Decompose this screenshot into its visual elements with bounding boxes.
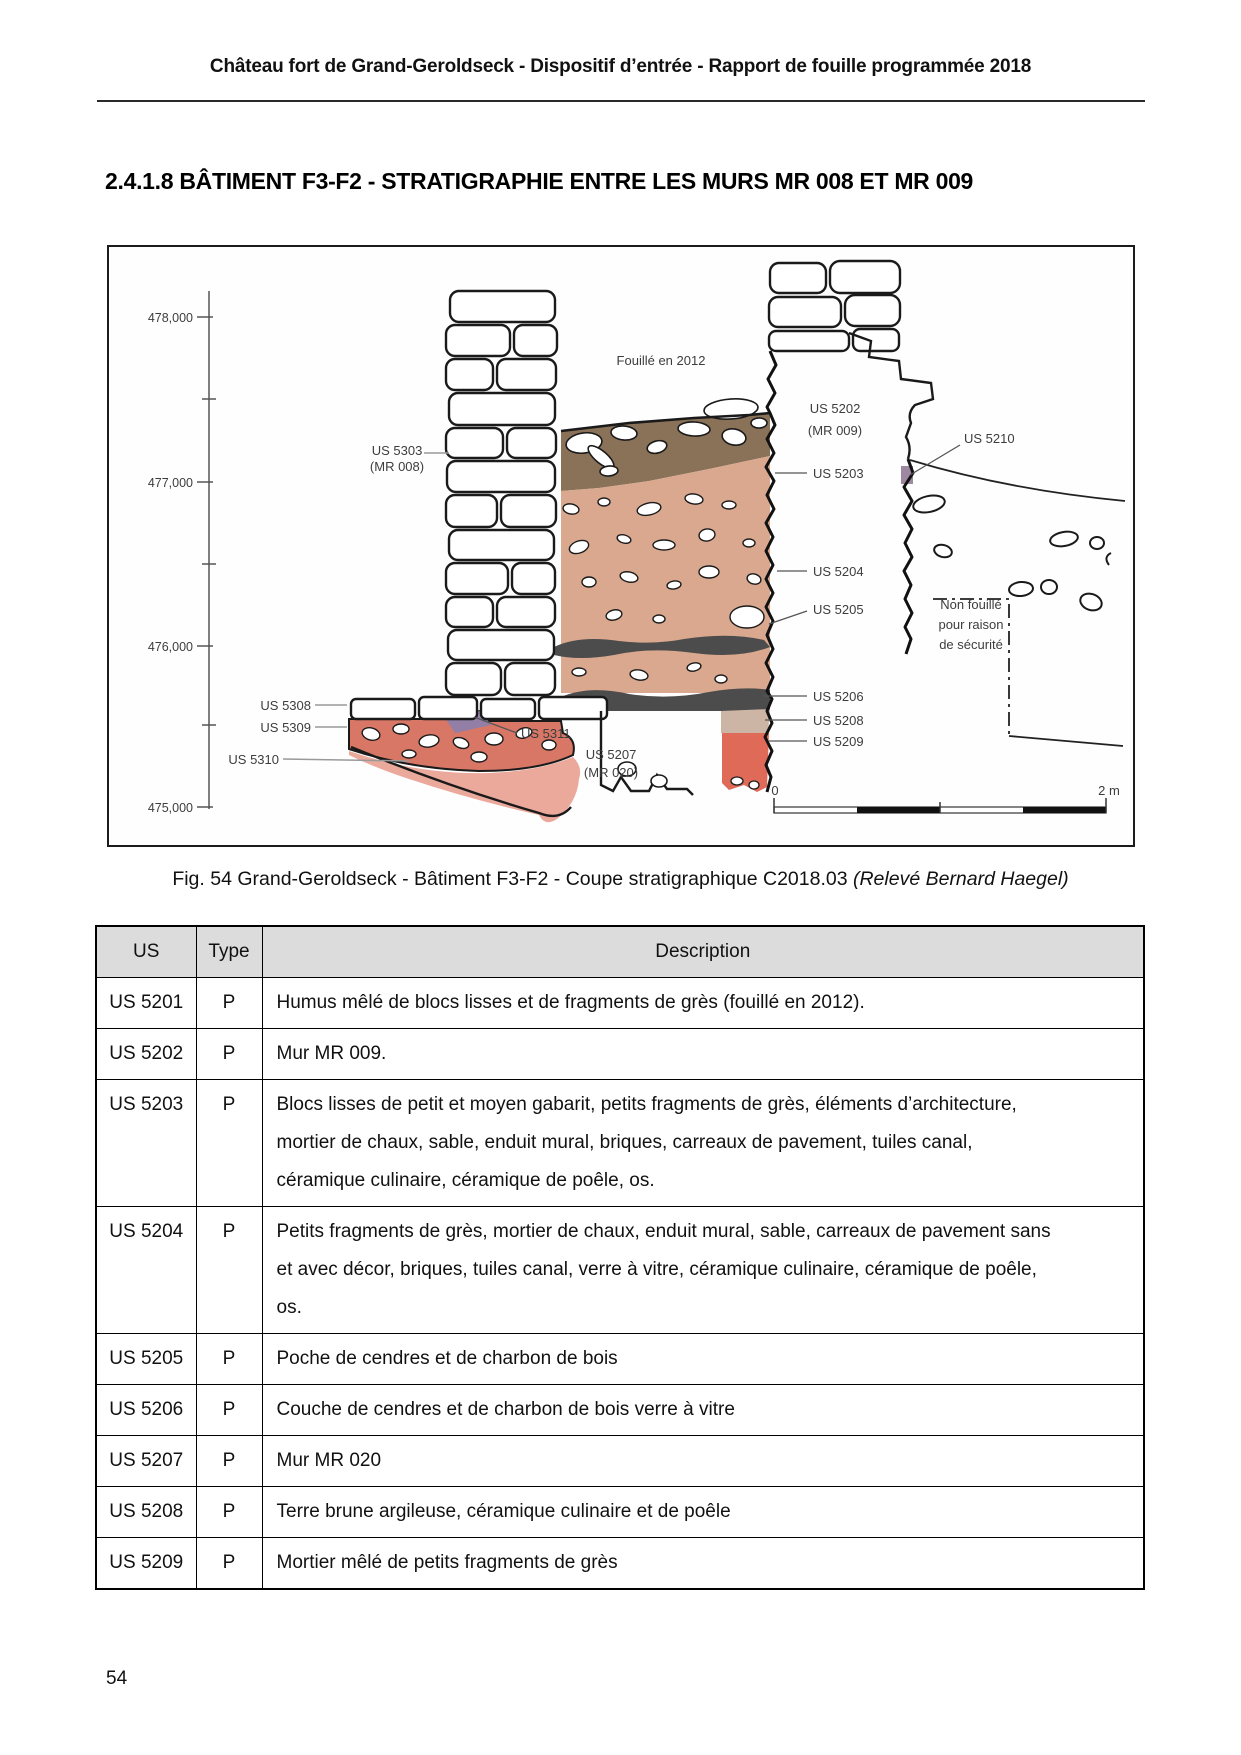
report-header: Château fort de Grand-Geroldseck - Dispositif d’entrée - Rapport de fouille programmée 2018 xyxy=(209,56,1032,77)
svg-text:478,000: 478,000 xyxy=(147,311,193,325)
wall-mr009-east-face-wavy xyxy=(904,459,913,654)
scattered-stones-right xyxy=(912,493,1111,613)
cell-type: P xyxy=(196,978,262,1029)
label-us5310: US 5310 xyxy=(228,752,279,767)
layer-us5208-tan xyxy=(721,709,770,733)
cell-description: Couche de cendres et de charbon de bois verre à vitre xyxy=(262,1385,1144,1436)
page-number: 54 xyxy=(106,1668,128,1689)
stratigraphic-section-drawing xyxy=(109,247,1133,845)
label-us5203: US 5203 xyxy=(813,466,864,481)
table-row xyxy=(96,1334,1144,1385)
label-us5308: US 5308 xyxy=(260,698,311,713)
header-rule xyxy=(97,100,1145,102)
svg-text:476,000: 476,000 xyxy=(147,640,193,654)
svg-text:de sécurité: de sécurité xyxy=(939,637,1003,652)
cell-description: Petits fragments de grès, mortier de chaux, enduit mural, sable, carreaux de pavement sans et avec décor, briques, tuiles canal, verre à vitre, céramique culinaire, céramique de poêle, os. xyxy=(262,1207,1144,1334)
label-us5206: US 5206 xyxy=(813,689,864,704)
cell-us: US 5209 xyxy=(96,1538,196,1590)
cell-description: Terre brune argileuse, céramique culinaire et de poêle xyxy=(262,1487,1144,1538)
label-us5309: US 5309 xyxy=(260,720,311,735)
col-header-description: Description xyxy=(262,926,1144,978)
svg-text:US 5202: US 5202 xyxy=(809,401,861,416)
cell-type: P xyxy=(196,1207,262,1334)
cell-us: US 5202 xyxy=(96,1029,196,1080)
cell-description: Humus mêlé de blocs lisses et de fragments de grès (fouillé en 2012). xyxy=(262,978,1144,1029)
wall-mr009-stones xyxy=(769,261,900,351)
svg-text:2 m: 2 m xyxy=(1098,783,1120,798)
cell-type: P xyxy=(196,1538,262,1590)
label-us5205: US 5205 xyxy=(813,602,864,617)
label-us5202 xyxy=(808,401,862,438)
cell-us: US 5208 xyxy=(96,1487,196,1538)
table-row xyxy=(96,1080,1144,1207)
svg-text:477,000: 477,000 xyxy=(147,476,193,490)
svg-text:(MR 008): (MR 008) xyxy=(369,459,425,474)
cell-type: P xyxy=(196,1385,262,1436)
table-row xyxy=(96,1538,1144,1590)
label-non-fouille xyxy=(938,597,1003,652)
cell-description: Mortier mêlé de petits fragments de grès xyxy=(262,1538,1144,1590)
cell-type: P xyxy=(196,1436,262,1487)
cell-us: US 5203 xyxy=(96,1080,196,1207)
svg-text:Non fouillé: Non fouillé xyxy=(940,597,1002,612)
cell-description: Poche de cendres et de charbon de bois xyxy=(262,1334,1144,1385)
label-us5209: US 5209 xyxy=(813,734,864,749)
label-us5210: US 5210 xyxy=(964,431,1015,446)
label-us5204: US 5204 xyxy=(813,564,864,579)
table-row xyxy=(96,978,1144,1029)
table-header-row xyxy=(96,926,1144,978)
section-heading: 2.4.1.8 BÂTIMENT F3-F2 - STRATIGRAPHIE ENTRE LES MURS MR 008 ET MR 009 xyxy=(105,168,974,194)
table-row xyxy=(96,1029,1144,1080)
cell-us: US 5204 xyxy=(96,1207,196,1334)
table-row xyxy=(96,1487,1144,1538)
svg-text:US 5303: US 5303 xyxy=(371,443,423,458)
table-row xyxy=(96,1385,1144,1436)
layer-us5209-red xyxy=(722,733,769,792)
cell-us: US 5205 xyxy=(96,1334,196,1385)
label-us5208: US 5208 xyxy=(813,713,864,728)
svg-text:pour raison: pour raison xyxy=(938,617,1004,632)
figure-caption-text: Fig. 54 Grand-Geroldseck - Bâtiment F3-F2 - Coupe stratigraphique C2018.03 xyxy=(172,868,848,890)
us-description-table xyxy=(95,925,1145,1590)
figure-caption xyxy=(0,868,1241,891)
svg-text:(MR 009): (MR 009) xyxy=(807,423,863,438)
cell-description: Mur MR 009. xyxy=(262,1029,1144,1080)
svg-text:0: 0 xyxy=(771,783,779,798)
elevation-labels xyxy=(148,311,193,815)
col-header-type: Type xyxy=(196,926,262,978)
cell-type: P xyxy=(196,1080,262,1207)
wall-mr008-stones xyxy=(446,291,557,695)
col-header-us: US xyxy=(96,926,196,978)
svg-text:475,000: 475,000 xyxy=(147,801,193,815)
cell-us: US 5201 xyxy=(96,978,196,1029)
table-row xyxy=(96,1207,1144,1334)
label-us5311: US 5311 xyxy=(521,726,571,741)
stratigraphy-figure xyxy=(107,245,1135,847)
label-fouille-2012: Fouillé en 2012 xyxy=(616,353,706,368)
cell-type: P xyxy=(196,1334,262,1385)
ground-surface-line xyxy=(910,460,1125,501)
table-row xyxy=(96,1436,1144,1487)
cell-type: P xyxy=(196,1487,262,1538)
svg-text:(MR 020): (MR 020) xyxy=(583,765,639,780)
cell-description: Mur MR 020 xyxy=(262,1436,1144,1487)
cell-description: Blocs lisses de petit et moyen gabarit, petits fragments de grès, éléments d’architecture, mortier de chaux, sable, enduit mural, briques, carreaux de pavement, tuiles canal, céramique culinaire, céramique de poêle, os. xyxy=(262,1080,1144,1207)
label-us5303 xyxy=(370,443,424,474)
cell-us: US 5207 xyxy=(96,1436,196,1487)
cell-us: US 5206 xyxy=(96,1385,196,1436)
svg-text:US 5207: US 5207 xyxy=(585,747,637,762)
scale-bar xyxy=(771,783,1119,813)
cell-type: P xyxy=(196,1029,262,1080)
elevation-scale xyxy=(197,291,216,809)
figure-caption-credit: (Relevé Bernard Haegel) xyxy=(847,868,1069,890)
